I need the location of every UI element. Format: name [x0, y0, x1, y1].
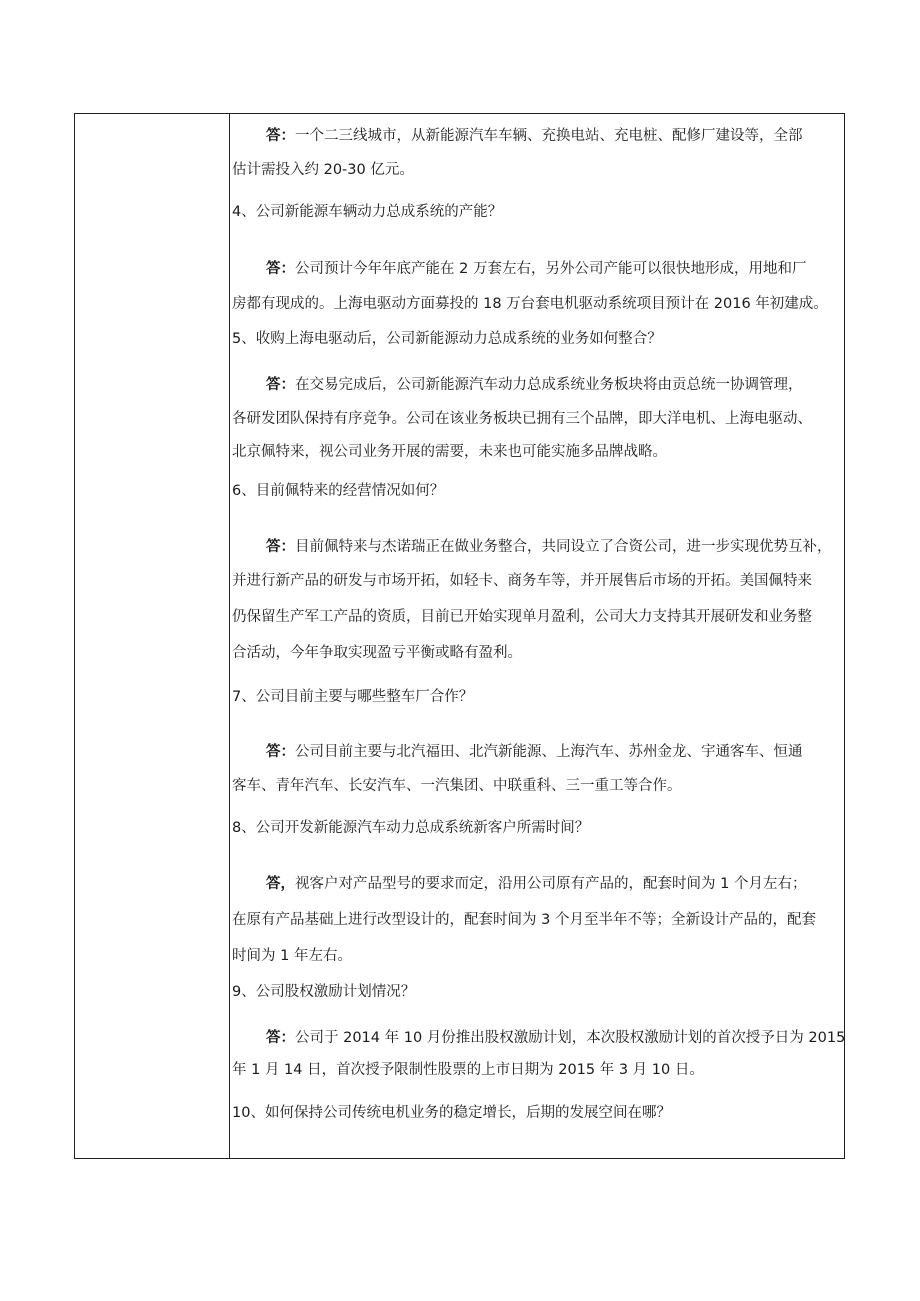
answer-6-line-2: 并进行新产品的研发与市场开拓，如轻卡、商务车等，并开展售后市场的开拓。美国佩特来 [232, 573, 812, 589]
answer-label: 答： [266, 261, 295, 277]
question-5: 5、收购上海电驱动后，公司新能源动力总成系统的业务如何整合？ [232, 331, 662, 347]
question-7: 7、公司目前主要与哪些整车厂合作？ [232, 689, 474, 705]
answer-label: 答： [266, 128, 295, 144]
answer-6-line-4: 合活动，今年争取实现盈亏平衡或略有盈利。 [232, 645, 522, 661]
answer-9-line-2: 年 1 月 14 日，首次授予限制性股票的上市日期为 2015 年 3 月 10 日。 [232, 1062, 704, 1078]
answer-6-line-1: 答：目前佩特来与杰诺瑞正在做业务整合，共同设立了合资公司，进一步实现优势互补， [266, 539, 832, 555]
answer-7-line-2: 客车、青年汽车、长安汽车、一汽集团、中联重科、三一重工等合作。 [232, 778, 682, 794]
answer-cell [230, 114, 844, 1158]
answer-7-line-1: 答：公司目前主要与北汽福田、北汽新能源、上海汽车、苏州金龙、宇通客车、恒通 [266, 744, 803, 760]
answer-4-line-2: 房都有现成的。上海电驱动方面募投的 18 万台套电机驱动系统项目预计在 2016 年初建成。 [232, 296, 828, 312]
answer-5-line-3: 北京佩特来，视公司业务开展的需要，未来也可能实施多品牌战略。 [232, 444, 667, 460]
answer-6-line-3: 仍保留生产军工产品的资质，目前已开始实现单月盈利，公司大力支持其开展研发和业务整 [232, 609, 812, 625]
question-8: 8、公司开发新能源汽车动力总成系统新客户所需时间？ [232, 820, 590, 836]
answer-8-line-1: 答，视客户对产品型号的要求而定，沿用公司原有产品的，配套时间为 1 个月左右； [266, 876, 807, 892]
answer-3-line-2: 估计需投入约 20-30 亿元。 [232, 162, 414, 178]
answer-label: 答： [266, 539, 295, 555]
answer-3-line-1: 答：一个二三线城市，从新能源汽车车辆、充换电站、充电桩、配修厂建设等，全部 [266, 128, 803, 144]
answer-4-line-1: 答：公司预计今年年底产能在 2 万套左右，另外公司产能可以很快地形成，用地和厂 [266, 261, 807, 277]
answer-label: 答： [266, 377, 295, 393]
qa-table [74, 113, 845, 1159]
question-9: 9、公司股权激励计划情况？ [232, 984, 416, 1000]
question-6: 6、目前佩特来的经营情况如何？ [232, 483, 445, 499]
answer-9-line-1: 答：公司于 2014 年 10 月份推出股权激励计划，本次股权激励计划的首次授予日为 2015 [266, 1030, 846, 1046]
answer-5-line-1: 答：在交易完成后，公司新能源汽车动力总成系统业务板块将由贡总统一协调管理， [266, 377, 803, 393]
answer-label: 答， [266, 876, 295, 892]
answer-8-line-3: 时间为 1 年左右。 [232, 948, 352, 964]
answer-8-line-2: 在原有产品基础上进行改型设计的，配套时间为 3 个月至半年不等；全新设计产品的，配套 [232, 912, 816, 928]
answer-label: 答： [266, 1030, 295, 1046]
question-4: 4、公司新能源车辆动力总成系统的产能？ [232, 204, 503, 220]
answer-label: 答： [266, 744, 295, 760]
question-10: 10、如何保持公司传统电机业务的稳定增长，后期的发展空间在哪？ [232, 1105, 671, 1121]
answer-5-line-2: 各研发团队保持有序竞争。公司在该业务板块已拥有三个品牌，即大洋电机、上海电驱动、 [232, 411, 812, 427]
